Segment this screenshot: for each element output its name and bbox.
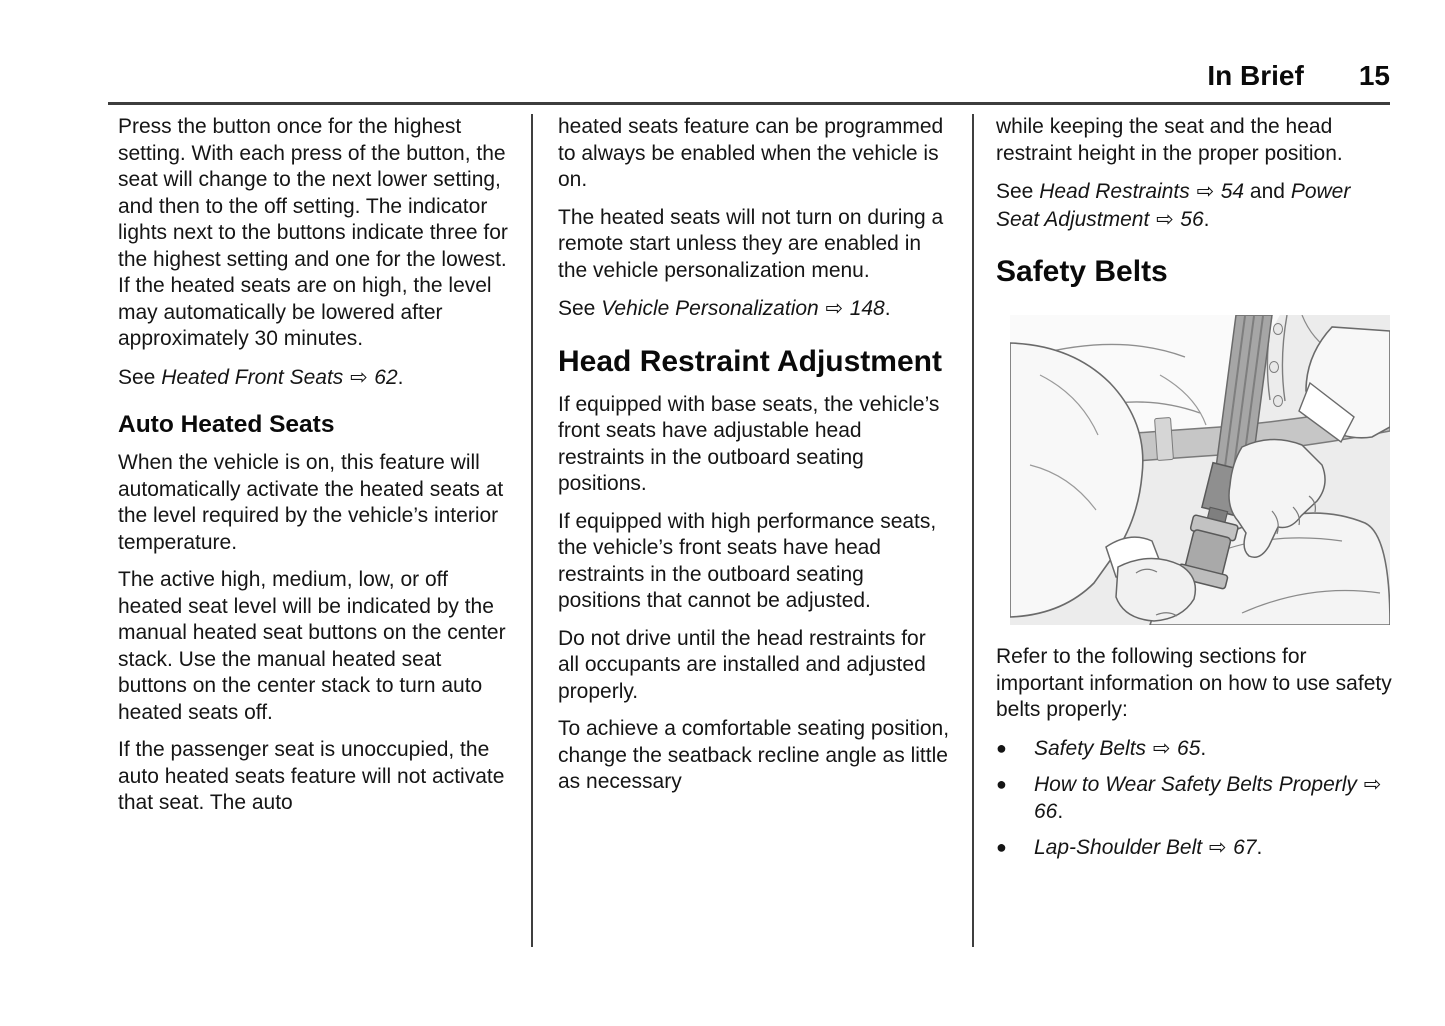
- column-2: [533, 114, 974, 947]
- ref-title: Vehicle Personalization: [601, 297, 819, 320]
- page-header: [108, 60, 1390, 92]
- ref-pre: See: [996, 180, 1040, 203]
- ref-post: .: [1203, 207, 1210, 231]
- bullet-icon: ●: [996, 774, 1007, 794]
- ref-mid: and: [1244, 180, 1291, 203]
- ref-page: 62: [374, 365, 398, 389]
- arrow-icon: ⇨: [343, 364, 375, 389]
- heading-safety-belts: Safety Belts: [996, 255, 1168, 288]
- ref-post: .: [1200, 736, 1207, 760]
- ref-title: How to Wear Safety Belts Properly: [1034, 773, 1357, 796]
- ref-post: .: [1256, 836, 1263, 859]
- ref-page: 66: [1034, 799, 1058, 823]
- paragraph: Press the button once for the highest setting. With each press of the button, the seat will change to the next lower setting, and then to the off setting. The indicator lights next to the buttons indicate three for the highest setting and one for the lowest. If the heated seats are on high, the level may automatically be lowered after approximately 30 minutes.: [118, 115, 508, 350]
- ref-title: Power Seat Adjustment: [996, 180, 1351, 231]
- paragraph: When the vehicle is on, this feature will automatically activate the heated seats at the level required by the vehicle’s interior temperature.: [118, 451, 504, 554]
- list-item-text: [1034, 771, 1392, 825]
- ref-page: 67: [1233, 836, 1257, 859]
- ref-pre: See: [118, 365, 162, 389]
- ref-title: Heated Front Seats: [161, 365, 344, 389]
- arrow-icon: ⇨: [1202, 835, 1234, 859]
- arrow-icon: ⇨: [818, 296, 850, 320]
- paragraph: The heated seats will not turn on during a remote start unless they are enabled in the vehicle personalization menu.: [558, 205, 944, 282]
- arrow-icon: ⇨: [1356, 772, 1382, 796]
- cross-reference: [118, 364, 515, 392]
- text-columns: [118, 114, 1392, 947]
- list-item: [996, 834, 1392, 862]
- ref-page: 65: [1177, 736, 1201, 760]
- arrow-icon: ⇨: [1149, 206, 1181, 231]
- ref-pre: See: [558, 297, 602, 320]
- ref-page: 54: [1220, 180, 1245, 203]
- ref-post: .: [884, 297, 891, 320]
- ref-post: .: [397, 365, 404, 389]
- ref-page: 148: [849, 297, 885, 320]
- column-1: [118, 114, 533, 947]
- paragraph: heated seats feature can be programmed to always be enabled when the vehicle is on.: [558, 115, 944, 191]
- paragraph: The active high, medium, low, or off heated seat level will be indicated by the manual heated seat buttons on the center stack. Use the manual heated seat buttons on the center stack to turn auto heated seats off.: [118, 568, 506, 724]
- arrow-icon: ⇨: [1146, 735, 1178, 760]
- safety-belt-buckling-illustration: [1010, 315, 1390, 625]
- safety-belt-reference-list: [996, 735, 1392, 862]
- ref-title: Safety Belts: [1034, 736, 1147, 760]
- ref-page: 56: [1180, 207, 1204, 231]
- list-item-text: [1034, 834, 1392, 862]
- paragraph: Do not drive until the head restraints for all occupants are installed and adjusted properly.: [558, 626, 926, 703]
- paragraph: If the passenger seat is unoccupied, the auto heated seats feature will not activate that seat. The auto: [118, 738, 505, 814]
- subheading-auto-heated-seats: Auto Heated Seats: [118, 411, 335, 438]
- page-number: 15: [1358, 60, 1390, 91]
- list-item: [996, 771, 1392, 825]
- ref-title: Head Restraints: [1039, 180, 1190, 203]
- arrow-icon: ⇨: [1189, 179, 1221, 203]
- cross-reference: [996, 178, 1392, 233]
- paragraph: If equipped with base seats, the vehicle’s front seats have adjustable head restraints in the outboard seating positions.: [558, 392, 940, 495]
- list-item-text: [1034, 735, 1392, 763]
- paragraph: while keeping the seat and the head restraint height in the proper position.: [996, 115, 1343, 165]
- column-3: [974, 114, 1392, 947]
- bullet-icon: ●: [996, 837, 1007, 857]
- header-rule: [108, 102, 1390, 105]
- paragraph: If equipped with high performance seats, the vehicle’s front seats have head restraints in the outboard seating positions that cannot be adjusted.: [558, 509, 937, 612]
- list-item: [996, 735, 1392, 763]
- paragraph: To achieve a comfortable seating position, change the seatback recline angle as little as necessary: [558, 717, 950, 793]
- bullet-icon: ●: [996, 737, 1007, 758]
- paragraph: Refer to the following sections for important information on how to use safety belts properly:: [996, 645, 1392, 721]
- heading-head-restraint-adjustment: Head Restraint Adjustment: [558, 344, 942, 378]
- cross-reference: [558, 295, 950, 323]
- ref-post: .: [1057, 799, 1064, 823]
- ref-title: Lap-Shoulder Belt: [1034, 836, 1203, 859]
- section-title: In Brief: [1207, 60, 1304, 91]
